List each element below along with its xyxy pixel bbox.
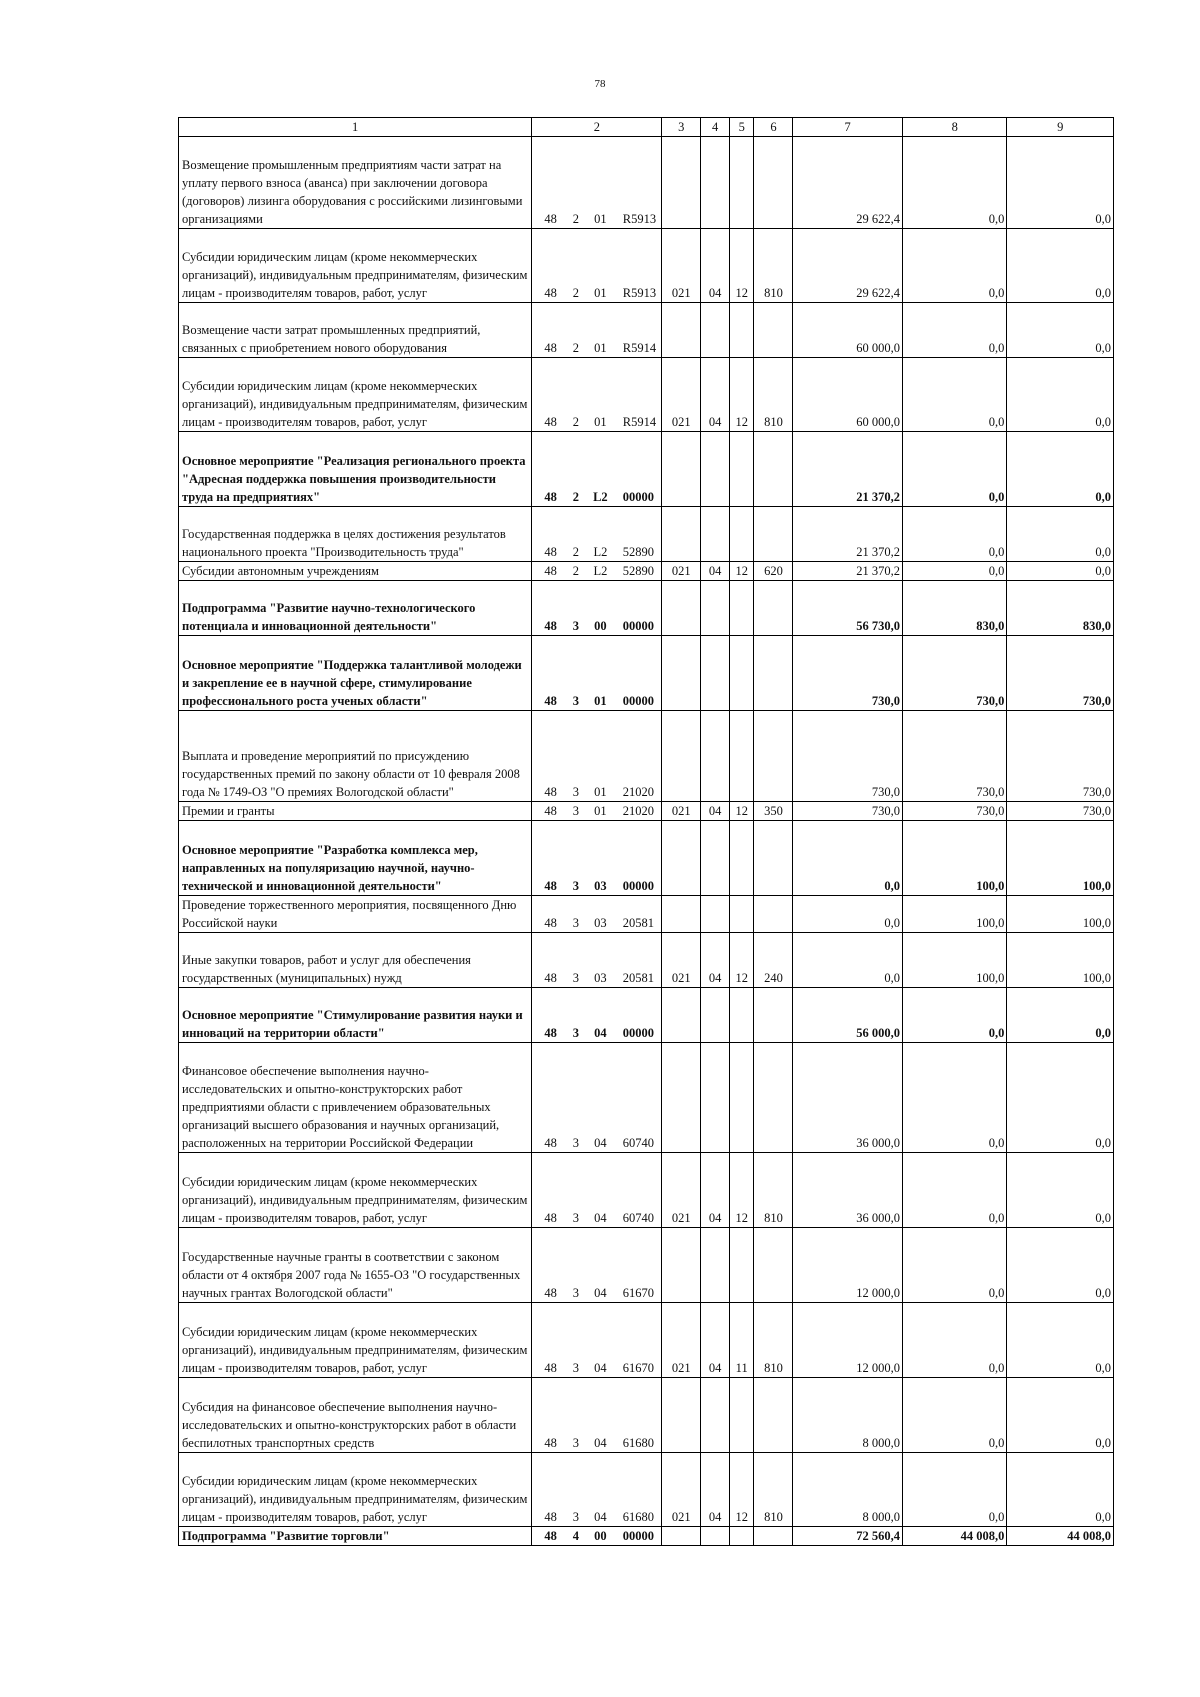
row-description: Государственные научные гранты в соответствии с законом области от 4 октября 2007 года № 1655-ОЗ "О государственных научных грантах Вологодской области" (179, 1228, 532, 1303)
col-5-value: 12 (729, 802, 754, 821)
header-cell-9: 9 (1007, 118, 1114, 137)
col-7-amount: 8 000,0 (793, 1453, 903, 1527)
table-row (179, 711, 1114, 802)
direction-code: 52890 (617, 562, 662, 581)
table-header-row (179, 118, 1114, 137)
col-9-amount: 0,0 (1007, 988, 1114, 1043)
col-8-amount: 0,0 (902, 358, 1006, 432)
col-5-value: 12 (729, 562, 754, 581)
direction-code: 21020 (617, 802, 662, 821)
direction-code: 60740 (617, 1153, 662, 1228)
col-6-value (754, 507, 793, 562)
col-6-value: 620 (754, 562, 793, 581)
col-6-value (754, 988, 793, 1043)
direction-code: 60740 (617, 1043, 662, 1153)
subprogram-code: 3 (568, 1453, 584, 1527)
subprogram-code: 3 (568, 711, 584, 802)
header-cell-1: 1 (179, 118, 532, 137)
col-3-value: 021 (662, 562, 701, 581)
col-6-value (754, 1228, 793, 1303)
program-code: 48 (532, 1228, 568, 1303)
row-description: Субсидии юридическим лицам (кроме некоммерческих организаций), индивидуальным предпринимателям, физическим лицам - производителям товаров, работ, услуг (179, 1303, 532, 1378)
col-3-value (662, 1043, 701, 1153)
program-code: 48 (532, 1527, 568, 1546)
program-code: 48 (532, 1153, 568, 1228)
col-8-amount: 0,0 (902, 1378, 1006, 1453)
measure-code: 01 (584, 711, 617, 802)
subprogram-code: 3 (568, 1043, 584, 1153)
col-9-amount: 0,0 (1007, 137, 1114, 229)
row-description: Основное мероприятие "Поддержка талантливой молодежи и закрепление ее в научной сфере, стимулирование профессионального роста ученых области" (179, 636, 532, 711)
col-9-amount: 0,0 (1007, 1303, 1114, 1378)
col-9-amount: 0,0 (1007, 507, 1114, 562)
col-9-amount: 44 008,0 (1007, 1527, 1114, 1546)
table-row (179, 432, 1114, 507)
col-9-amount: 100,0 (1007, 821, 1114, 896)
measure-code: 04 (584, 988, 617, 1043)
budget-table (178, 117, 1114, 1546)
col-4-value (701, 711, 730, 802)
col-3-value (662, 1378, 701, 1453)
col-9-amount: 830,0 (1007, 581, 1114, 636)
program-code: 48 (532, 1043, 568, 1153)
col-5-value (729, 1043, 754, 1153)
table-row (179, 507, 1114, 562)
col-5-value (729, 303, 754, 358)
header-cell-2: 2 (532, 118, 662, 137)
col-6-value: 810 (754, 1303, 793, 1378)
col-5-value (729, 711, 754, 802)
program-code: 48 (532, 1378, 568, 1453)
row-description: Премии и гранты (179, 802, 532, 821)
measure-code: 04 (584, 1453, 617, 1527)
col-3-value: 021 (662, 1153, 701, 1228)
col-9-amount: 0,0 (1007, 229, 1114, 303)
subprogram-code: 3 (568, 821, 584, 896)
col-3-value (662, 896, 701, 933)
direction-code: 20581 (617, 933, 662, 988)
col-4-value: 04 (701, 802, 730, 821)
col-7-amount: 0,0 (793, 821, 903, 896)
subprogram-code: 3 (568, 896, 584, 933)
col-9-amount: 0,0 (1007, 562, 1114, 581)
measure-code: 04 (584, 1043, 617, 1153)
col-4-value (701, 507, 730, 562)
header-cell-8: 8 (902, 118, 1006, 137)
col-8-amount: 0,0 (902, 1043, 1006, 1153)
col-6-value (754, 1527, 793, 1546)
measure-code: 04 (584, 1378, 617, 1453)
program-code: 48 (532, 821, 568, 896)
col-6-value (754, 137, 793, 229)
col-6-value: 810 (754, 229, 793, 303)
col-8-amount: 100,0 (902, 821, 1006, 896)
col-7-amount: 0,0 (793, 896, 903, 933)
program-code: 48 (532, 1453, 568, 1527)
col-5-value (729, 988, 754, 1043)
header-cell-4: 4 (701, 118, 730, 137)
col-6-value: 810 (754, 1153, 793, 1228)
direction-code: 00000 (617, 821, 662, 896)
col-4-value: 04 (701, 562, 730, 581)
subprogram-code: 2 (568, 229, 584, 303)
col-8-amount: 830,0 (902, 581, 1006, 636)
measure-code: 03 (584, 933, 617, 988)
row-description: Субсидия на финансовое обеспечение выполнения научно- исследовательских и опытно-конструкторских работ в области беспилотных транспортных средств (179, 1378, 532, 1453)
col-6-value (754, 432, 793, 507)
col-3-value (662, 636, 701, 711)
col-3-value: 021 (662, 802, 701, 821)
measure-code: 01 (584, 358, 617, 432)
col-6-value: 240 (754, 933, 793, 988)
row-description: Возмещение промышленным предприятиям части затрат на уплату первого взноса (аванса) при заключении договора (договоров) лизинга оборудования с российскими лизинговыми организациями (179, 137, 532, 229)
table-body (179, 118, 1114, 1546)
col-6-value (754, 821, 793, 896)
col-4-value: 04 (701, 229, 730, 303)
subprogram-code: 2 (568, 358, 584, 432)
col-8-amount: 730,0 (902, 636, 1006, 711)
col-8-amount: 730,0 (902, 711, 1006, 802)
direction-code: R5913 (617, 229, 662, 303)
col-5-value (729, 1527, 754, 1546)
col-6-value (754, 1378, 793, 1453)
table-row (179, 358, 1114, 432)
col-9-amount: 730,0 (1007, 636, 1114, 711)
col-7-amount: 60 000,0 (793, 303, 903, 358)
table-row (179, 229, 1114, 303)
table-row (179, 1228, 1114, 1303)
subprogram-code: 3 (568, 988, 584, 1043)
table-row (179, 137, 1114, 229)
col-9-amount: 0,0 (1007, 1153, 1114, 1228)
row-description: Подпрограмма "Развитие научно-технологического потенциала и инновационной деятельности" (179, 581, 532, 636)
col-7-amount: 36 000,0 (793, 1153, 903, 1228)
col-9-amount: 0,0 (1007, 1453, 1114, 1527)
col-4-value (701, 1228, 730, 1303)
col-3-value (662, 303, 701, 358)
col-4-value: 04 (701, 1453, 730, 1527)
measure-code: L2 (584, 432, 617, 507)
col-7-amount: 730,0 (793, 636, 903, 711)
subprogram-code: 2 (568, 432, 584, 507)
direction-code: 20581 (617, 896, 662, 933)
table-row (179, 581, 1114, 636)
col-4-value (701, 988, 730, 1043)
program-code: 48 (532, 507, 568, 562)
subprogram-code: 3 (568, 933, 584, 988)
col-8-amount: 0,0 (902, 507, 1006, 562)
row-description: Основное мероприятие "Стимулирование развития науки и инноваций на территории области" (179, 988, 532, 1043)
subprogram-code: 2 (568, 303, 584, 358)
col-5-value (729, 1378, 754, 1453)
direction-code: 61670 (617, 1228, 662, 1303)
col-3-value (662, 1228, 701, 1303)
col-7-amount: 36 000,0 (793, 1043, 903, 1153)
table-row (179, 1043, 1114, 1153)
measure-code: 01 (584, 303, 617, 358)
col-5-value: 12 (729, 358, 754, 432)
col-8-amount: 0,0 (902, 1153, 1006, 1228)
row-description: Основное мероприятие "Разработка комплекса мер, направленных на популяризацию научной, научно-технической и инновационной деятельности" (179, 821, 532, 896)
measure-code: 00 (584, 581, 617, 636)
program-code: 48 (532, 802, 568, 821)
direction-code: 00000 (617, 581, 662, 636)
col-9-amount: 100,0 (1007, 933, 1114, 988)
col-3-value: 021 (662, 1303, 701, 1378)
col-7-amount: 21 370,2 (793, 432, 903, 507)
col-4-value (701, 137, 730, 229)
col-8-amount: 0,0 (902, 1303, 1006, 1378)
col-4-value (701, 303, 730, 358)
col-3-value (662, 581, 701, 636)
col-7-amount: 56 730,0 (793, 581, 903, 636)
direction-code: R5914 (617, 303, 662, 358)
col-3-value (662, 988, 701, 1043)
col-8-amount: 0,0 (902, 229, 1006, 303)
subprogram-code: 3 (568, 636, 584, 711)
col-8-amount: 0,0 (902, 137, 1006, 229)
col-5-value: 12 (729, 1453, 754, 1527)
row-description: Основное мероприятие "Реализация регионального проекта "Адресная поддержка повышения производительности труда на предприятиях" (179, 432, 532, 507)
col-7-amount: 72 560,4 (793, 1527, 903, 1546)
col-3-value (662, 432, 701, 507)
program-code: 48 (532, 896, 568, 933)
col-5-value (729, 581, 754, 636)
subprogram-code: 2 (568, 507, 584, 562)
col-7-amount: 29 622,4 (793, 137, 903, 229)
program-code: 48 (532, 581, 568, 636)
col-8-amount: 44 008,0 (902, 1527, 1006, 1546)
row-description: Государственная поддержка в целях достижения результатов национального проекта "Производительность труда" (179, 507, 532, 562)
program-code: 48 (532, 1303, 568, 1378)
measure-code: 01 (584, 802, 617, 821)
subprogram-code: 3 (568, 1378, 584, 1453)
table-row (179, 1378, 1114, 1453)
table-row (179, 303, 1114, 358)
direction-code: 61680 (617, 1378, 662, 1453)
program-code: 48 (532, 303, 568, 358)
col-6-value (754, 636, 793, 711)
direction-code: R5914 (617, 358, 662, 432)
col-3-value (662, 1527, 701, 1546)
col-4-value (701, 1043, 730, 1153)
direction-code: R5913 (617, 137, 662, 229)
row-description: Субсидии автономным учреждениям (179, 562, 532, 581)
measure-code: 01 (584, 137, 617, 229)
col-3-value: 021 (662, 358, 701, 432)
table-row (179, 562, 1114, 581)
col-5-value: 12 (729, 1153, 754, 1228)
col-9-amount: 100,0 (1007, 896, 1114, 933)
subprogram-code: 3 (568, 1228, 584, 1303)
row-description: Субсидии юридическим лицам (кроме некоммерческих организаций), индивидуальным предпринимателям, физическим лицам - производителям товаров, работ, услуг (179, 358, 532, 432)
col-9-amount: 0,0 (1007, 1043, 1114, 1153)
col-4-value (701, 1378, 730, 1453)
program-code: 48 (532, 432, 568, 507)
measure-code: 03 (584, 821, 617, 896)
col-3-value (662, 711, 701, 802)
header-cell-3: 3 (662, 118, 701, 137)
col-8-amount: 0,0 (902, 303, 1006, 358)
col-4-value (701, 581, 730, 636)
col-8-amount: 730,0 (902, 802, 1006, 821)
program-code: 48 (532, 137, 568, 229)
subprogram-code: 4 (568, 1527, 584, 1546)
table-row (179, 821, 1114, 896)
col-9-amount: 0,0 (1007, 303, 1114, 358)
col-3-value (662, 137, 701, 229)
col-5-value (729, 821, 754, 896)
col-9-amount: 0,0 (1007, 1378, 1114, 1453)
col-5-value: 12 (729, 229, 754, 303)
col-4-value: 04 (701, 358, 730, 432)
col-3-value: 021 (662, 1453, 701, 1527)
col-4-value: 04 (701, 933, 730, 988)
row-description: Проведение торжественного мероприятия, посвященного Дню Российской науки (179, 896, 532, 933)
col-7-amount: 60 000,0 (793, 358, 903, 432)
col-8-amount: 0,0 (902, 988, 1006, 1043)
col-6-value: 810 (754, 1453, 793, 1527)
col-5-value (729, 137, 754, 229)
col-4-value: 04 (701, 1153, 730, 1228)
row-description: Субсидии юридическим лицам (кроме некоммерческих организаций), индивидуальным предпринимателям, физическим лицам - производителям товаров, работ, услуг (179, 1453, 532, 1527)
col-8-amount: 0,0 (902, 1228, 1006, 1303)
col-7-amount: 0,0 (793, 933, 903, 988)
col-6-value (754, 581, 793, 636)
col-6-value: 810 (754, 358, 793, 432)
measure-code: L2 (584, 562, 617, 581)
col-3-value: 021 (662, 229, 701, 303)
direction-code: 00000 (617, 988, 662, 1043)
program-code: 48 (532, 358, 568, 432)
table-row (179, 896, 1114, 933)
col-6-value (754, 896, 793, 933)
col-4-value (701, 1527, 730, 1546)
measure-code: 00 (584, 1527, 617, 1546)
row-description: Подпрограмма "Развитие торговли" (179, 1527, 532, 1546)
col-3-value: 021 (662, 933, 701, 988)
measure-code: 04 (584, 1153, 617, 1228)
col-3-value (662, 821, 701, 896)
direction-code: 61680 (617, 1453, 662, 1527)
direction-code: 00000 (617, 432, 662, 507)
row-description: Выплата и проведение мероприятий по присуждению государственных премий по закону области от 10 февраля 2008 года № 1749-ОЗ "О премиях Вологодской области" (179, 711, 532, 802)
col-6-value (754, 711, 793, 802)
col-5-value: 11 (729, 1303, 754, 1378)
col-9-amount: 0,0 (1007, 358, 1114, 432)
table-row (179, 636, 1114, 711)
direction-code: 00000 (617, 1527, 662, 1546)
header-cell-7: 7 (793, 118, 903, 137)
col-5-value: 12 (729, 933, 754, 988)
col-5-value (729, 507, 754, 562)
table-row (179, 1153, 1114, 1228)
col-6-value: 350 (754, 802, 793, 821)
col-7-amount: 21 370,2 (793, 562, 903, 581)
subprogram-code: 3 (568, 802, 584, 821)
col-3-value (662, 507, 701, 562)
program-code: 48 (532, 988, 568, 1043)
direction-code: 21020 (617, 711, 662, 802)
col-7-amount: 29 622,4 (793, 229, 903, 303)
header-cell-5: 5 (729, 118, 754, 137)
col-9-amount: 0,0 (1007, 1228, 1114, 1303)
col-5-value (729, 432, 754, 507)
page-number: 78 (594, 78, 606, 90)
measure-code: 04 (584, 1303, 617, 1378)
col-9-amount: 730,0 (1007, 802, 1114, 821)
col-5-value (729, 896, 754, 933)
program-code: 48 (532, 933, 568, 988)
subprogram-code: 3 (568, 1153, 584, 1228)
table-row (179, 988, 1114, 1043)
measure-code: 01 (584, 636, 617, 711)
col-9-amount: 730,0 (1007, 711, 1114, 802)
col-8-amount: 100,0 (902, 896, 1006, 933)
row-description: Возмещение части затрат промышленных предприятий, связанных с приобретением нового оборудования (179, 303, 532, 358)
row-description: Иные закупки товаров, работ и услуг для обеспечения государственных (муниципальных) нужд (179, 933, 532, 988)
direction-code: 52890 (617, 507, 662, 562)
direction-code: 00000 (617, 636, 662, 711)
col-7-amount: 56 000,0 (793, 988, 903, 1043)
col-7-amount: 12 000,0 (793, 1303, 903, 1378)
col-8-amount: 0,0 (902, 1453, 1006, 1527)
subprogram-code: 3 (568, 581, 584, 636)
col-9-amount: 0,0 (1007, 432, 1114, 507)
col-8-amount: 100,0 (902, 933, 1006, 988)
row-description: Финансовое обеспечение выполнения научно-исследовательских и опытно-конструкторских работ предприятиями области с привлечением образовательных организаций высшего образования и научных организаций, расположенных на территории Российской Федерации (179, 1043, 532, 1153)
program-code: 48 (532, 562, 568, 581)
header-cell-6: 6 (754, 118, 793, 137)
row-description: Субсидии юридическим лицам (кроме некоммерческих организаций), индивидуальным предпринимателям, физическим лицам - производителям товаров, работ, услуг (179, 1153, 532, 1228)
col-4-value (701, 432, 730, 507)
measure-code: 04 (584, 1228, 617, 1303)
measure-code: 03 (584, 896, 617, 933)
col-8-amount: 0,0 (902, 432, 1006, 507)
col-8-amount: 0,0 (902, 562, 1006, 581)
col-5-value (729, 636, 754, 711)
subprogram-code: 2 (568, 562, 584, 581)
direction-code: 61670 (617, 1303, 662, 1378)
col-4-value (701, 821, 730, 896)
program-code: 48 (532, 636, 568, 711)
subprogram-code: 2 (568, 137, 584, 229)
col-7-amount: 8 000,0 (793, 1378, 903, 1453)
col-6-value (754, 303, 793, 358)
measure-code: L2 (584, 507, 617, 562)
program-code: 48 (532, 229, 568, 303)
row-description: Субсидии юридическим лицам (кроме некоммерческих организаций), индивидуальным предпринимателям, физическим лицам - производителям товаров, работ, услуг (179, 229, 532, 303)
col-7-amount: 730,0 (793, 711, 903, 802)
subprogram-code: 3 (568, 1303, 584, 1378)
table-row (179, 933, 1114, 988)
col-4-value: 04 (701, 1303, 730, 1378)
col-7-amount: 730,0 (793, 802, 903, 821)
col-7-amount: 21 370,2 (793, 507, 903, 562)
col-6-value (754, 1043, 793, 1153)
col-4-value (701, 896, 730, 933)
table-row (179, 1527, 1114, 1546)
col-4-value (701, 636, 730, 711)
col-5-value (729, 1228, 754, 1303)
col-7-amount: 12 000,0 (793, 1228, 903, 1303)
program-code: 48 (532, 711, 568, 802)
table-row (179, 802, 1114, 821)
measure-code: 01 (584, 229, 617, 303)
table-row (179, 1303, 1114, 1378)
table-row (179, 1453, 1114, 1527)
